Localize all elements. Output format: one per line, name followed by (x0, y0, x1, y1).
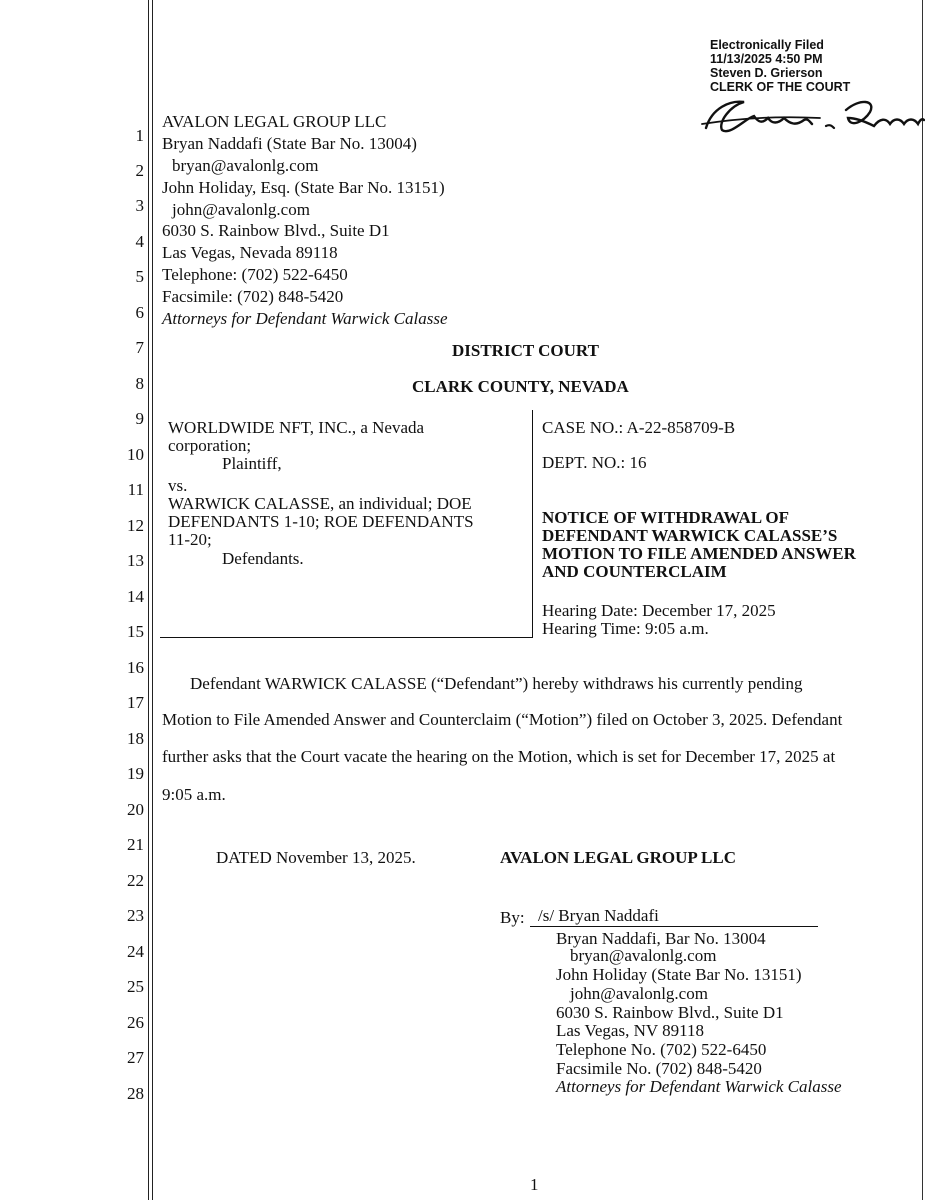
court-name: DISTRICT COURT (452, 341, 599, 360)
dated-line: DATED November 13, 2025. (216, 848, 416, 867)
stamp-datetime: 11/13/2025 4:50 PM (710, 52, 823, 66)
court-county: CLARK COUNTY, NEVADA (412, 377, 629, 396)
caption-bottom-rule (160, 637, 533, 638)
line-number: 4 (135, 232, 144, 251)
header-role: Attorneys for Defendant Warwick Calasse (162, 309, 448, 328)
header-email-1: bryan@avalonlg.com (172, 156, 319, 175)
line-number: 22 (127, 871, 144, 890)
signer-address-2: Las Vegas, NV 89118 (556, 1021, 704, 1040)
stamp-filed: Electronically Filed (710, 38, 824, 52)
line-number: 13 (127, 551, 144, 570)
line-number: 24 (127, 942, 144, 961)
stamp-clerk-name: Steven D. Grierson (710, 66, 823, 80)
caption-defendant-line-2: DEFENDANTS 1-10; ROE DEFENDANTS (168, 512, 474, 531)
signer-name: Bryan Naddafi, Bar No. 13004 (556, 929, 766, 948)
document-title-line-2: DEFENDANT WARWICK CALASSE’S (542, 526, 838, 545)
signature-firm: AVALON LEGAL GROUP LLC (500, 848, 737, 867)
line-number: 2 (135, 161, 144, 180)
line-number: 10 (127, 445, 144, 464)
signer-email-2: john@avalonlg.com (570, 984, 708, 1003)
caption-plaintiff-line-2: corporation; (168, 436, 252, 455)
header-facsimile: Facsimile: (702) 848-5420 (162, 287, 344, 306)
header-firm: AVALON LEGAL GROUP LLC (162, 112, 387, 131)
line-number: 1 (135, 126, 144, 145)
case-number: CASE NO.: A-22-858709-B (542, 418, 736, 437)
right-margin-rule (922, 0, 923, 1200)
body-line-3: further asks that the Court vacate the hearing on the Motion, which is set for December 17, 2025 at (162, 747, 836, 766)
header-address-1: 6030 S. Rainbow Blvd., Suite D1 (162, 221, 390, 240)
signer-role: Attorneys for Defendant Warwick Calasse (556, 1077, 842, 1096)
line-number: 20 (127, 800, 144, 819)
body-line-4: 9:05 a.m. (162, 785, 226, 804)
line-number: 7 (135, 338, 144, 357)
caption-defendant-label: Defendants. (222, 549, 304, 568)
line-number: 6 (135, 303, 144, 322)
left-margin-rule (148, 0, 149, 1200)
hearing-date: Hearing Date: December 17, 2025 (542, 601, 776, 620)
line-number: 3 (135, 196, 144, 215)
e-signature: /s/ Bryan Naddafi (538, 906, 659, 925)
clerk-signature-icon (700, 88, 925, 140)
signer-address-1: 6030 S. Rainbow Blvd., Suite D1 (556, 1003, 784, 1022)
header-telephone: Telephone: (702) 522-6450 (162, 265, 348, 284)
line-number: 26 (127, 1013, 144, 1032)
header-attorney-1: Bryan Naddafi (State Bar No. 13004) (162, 134, 417, 153)
caption-plaintiff-line-1: WORLDWIDE NFT, INC., a Nevada (168, 418, 425, 437)
caption-divider (532, 410, 533, 638)
line-number: 23 (127, 906, 144, 925)
stamp-clerk-title: CLERK OF THE COURT (710, 80, 851, 94)
body-line-1: Defendant WARWICK CALASSE (“Defendant”) hereby withdraws his currently pending (190, 674, 803, 693)
line-number: 21 (127, 835, 144, 854)
signer-attorney-2: John Holiday (State Bar No. 13151) (556, 965, 802, 984)
signer-facsimile: Facsimile No. (702) 848-5420 (556, 1059, 762, 1078)
line-number: 25 (127, 977, 144, 996)
signer-email-1: bryan@avalonlg.com (570, 946, 717, 965)
document-title-line-4: AND COUNTERCLAIM (542, 562, 727, 581)
header-address-2: Las Vegas, Nevada 89118 (162, 243, 338, 262)
line-number: 11 (127, 480, 144, 499)
line-number: 14 (127, 587, 144, 606)
header-email-2: john@avalonlg.com (172, 200, 310, 219)
line-number: 18 (127, 729, 144, 748)
line-number: 16 (127, 658, 144, 677)
caption-plaintiff-label: Plaintiff, (222, 454, 282, 473)
signature-rule (530, 926, 818, 927)
caption-defendant-line-1: WARWICK CALASSE, an individual; DOE (168, 494, 472, 513)
body-line-2: Motion to File Amended Answer and Counterclaim (“Motion”) filed on October 3, 2025. Defendant (162, 710, 843, 729)
page-number: 1 (530, 1175, 539, 1194)
line-number: 12 (127, 516, 144, 535)
filing-stamp (710, 38, 850, 94)
line-number: 27 (127, 1048, 144, 1067)
line-number: 17 (127, 693, 144, 712)
hearing-time: Hearing Time: 9:05 a.m. (542, 619, 709, 638)
caption-defendant-line-3: 11-20; (168, 530, 212, 549)
signer-telephone: Telephone No. (702) 522-6450 (556, 1040, 767, 1059)
line-number: 5 (135, 267, 144, 286)
line-number: 28 (127, 1084, 144, 1103)
dept-number: DEPT. NO.: 16 (542, 453, 647, 472)
line-number: 19 (127, 764, 144, 783)
line-number: 8 (135, 374, 144, 393)
line-number: 9 (135, 409, 144, 428)
line-number: 15 (127, 622, 144, 641)
document-title-line-3: MOTION TO FILE AMENDED ANSWER (542, 544, 856, 563)
left-margin-rule-double (152, 0, 153, 1200)
caption-vs: vs. (168, 476, 188, 495)
by-label: By: (500, 908, 525, 927)
document-title-line-1: NOTICE OF WITHDRAWAL OF (542, 508, 790, 527)
header-attorney-2: John Holiday, Esq. (State Bar No. 13151) (162, 178, 445, 197)
